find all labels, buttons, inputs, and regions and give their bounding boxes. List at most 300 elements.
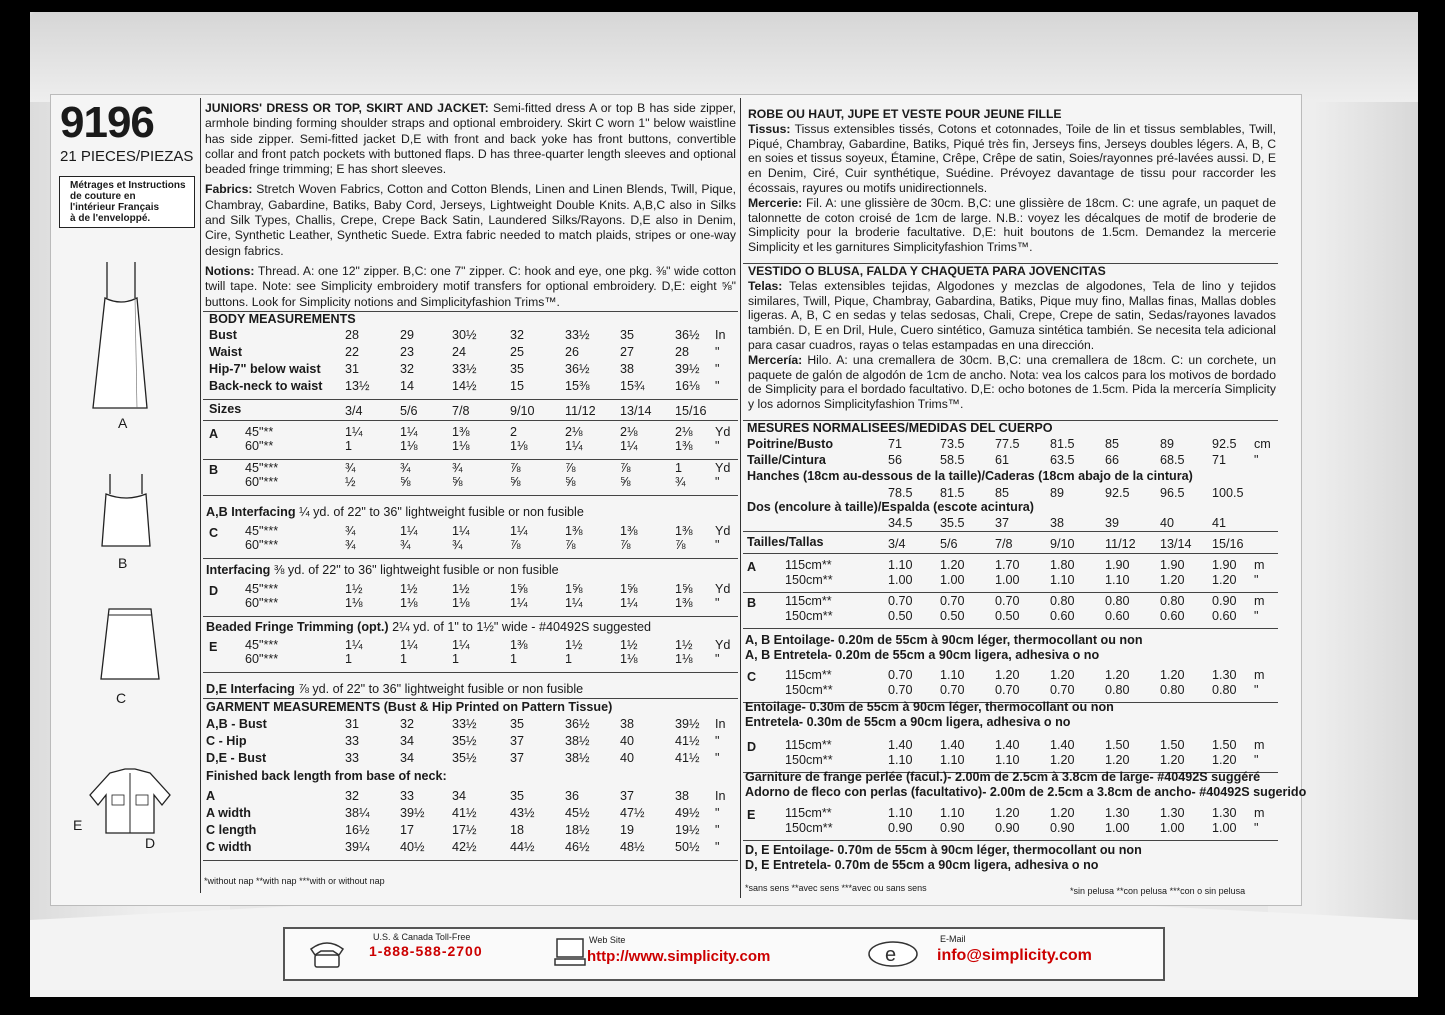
table-cell: 1.10	[888, 558, 913, 572]
unit-label: "	[715, 734, 720, 748]
view-row-label: B	[209, 463, 219, 477]
description-paragraph	[205, 101, 736, 177]
table-rule	[743, 531, 1278, 532]
table-cell: 1⅝	[510, 582, 528, 596]
table-cell: 1.20	[1050, 753, 1075, 767]
french-title: ROBE OU HAUT, JUPE ET VESTE POUR JEUNE FILLE	[748, 107, 1062, 121]
table-cell: 15¾	[620, 379, 645, 393]
table-cell: 0.70	[888, 668, 913, 682]
garment-label: GARMENT MEASUREMENTS	[206, 700, 381, 714]
table-rule	[743, 592, 1278, 593]
table-cell: 2⅛	[675, 425, 693, 439]
merceria-label: Mercería:	[748, 352, 803, 367]
table-cell: 96.5	[1160, 486, 1185, 500]
de-entoilage: D, E Entoilage- 0.70m de 55cm à 90cm léger, thermocollant ou non	[745, 843, 1142, 857]
table-cell: 36½	[675, 328, 700, 342]
tailles-heading: Tailles/Tallas	[747, 535, 824, 549]
table-cell: 1¼	[400, 638, 418, 652]
table-cell: 39¼	[345, 840, 370, 854]
table-cell: ⅞	[510, 461, 521, 475]
garment-sub: (Bust & Hip Printed on Pattern Tissue)	[380, 700, 613, 714]
email-label: E-Mail	[940, 934, 966, 944]
table-cell: 2⅛	[620, 425, 638, 439]
table-cell: 0.90	[1050, 821, 1075, 835]
table-cell: 1.20	[1050, 668, 1075, 682]
unit-label: m	[1254, 558, 1265, 572]
table-rule	[203, 860, 738, 861]
table-cell: 1.20	[1160, 753, 1185, 767]
table-cell: 5/6	[940, 537, 958, 551]
table-cell: 1	[400, 652, 408, 666]
table-cell: ¾	[400, 538, 411, 552]
table-cell: 32	[400, 362, 415, 376]
table-cell: 40	[620, 734, 635, 748]
table-cell: 22	[345, 345, 360, 359]
table-cell: 1¼	[452, 638, 470, 652]
table-cell: 11/12	[1105, 537, 1136, 551]
table-cell: 1.10	[940, 806, 965, 820]
table-cell: ¾	[452, 538, 463, 552]
finished-row-label: C length	[206, 823, 257, 837]
table-cell: 35½	[452, 751, 477, 765]
table-cell: 0.70	[995, 594, 1020, 608]
de-interfacing-label: D,E Interfacing	[206, 682, 295, 696]
table-cell: 1	[345, 652, 353, 666]
table-cell: 27	[620, 345, 635, 359]
table-cell: 61	[995, 453, 1010, 467]
table-cell: ⅝	[565, 475, 576, 489]
unit-label: Yd	[715, 582, 731, 596]
table-cell: 1.70	[995, 558, 1020, 572]
view-row-label: E	[747, 808, 756, 822]
table-cell: 1½	[675, 638, 693, 652]
table-cell: 77.5	[995, 437, 1020, 451]
table-cell: 1.50	[1105, 738, 1130, 752]
table-cell: 1½	[345, 582, 363, 596]
view-row-label: E	[209, 640, 218, 654]
unit-label: "	[1254, 609, 1259, 623]
telas-text: Telas extensibles tejidas, Algodones y mezclas de algodones, Tela de lino y tejidos similares, Twill, Pique, Chambray, Gabardina, Batiks, Pique muy fino, Mallas finas, Mallas dobles ligeras. A, B, C en sedas y telas sedosas, Chali, Crepe, Crepe de satin, Sedas/rayones lavados también. D, E en Dril, Hule, Cuero sintético, Gamuza sintética también. Se necesita tela adicional para casar cuadros, rayas o telas estampadas en una dirección.	[748, 278, 1276, 352]
table-cell: 71	[1212, 453, 1227, 467]
view-row-label: D	[209, 584, 219, 598]
table-cell: 39	[1105, 516, 1120, 530]
table-cell: 3/4	[888, 537, 906, 551]
table-cell: 81.5	[1050, 437, 1075, 451]
table-cell: 1.10	[940, 753, 965, 767]
table-cell: 1.40	[995, 738, 1020, 752]
table-cell: 33½	[452, 362, 477, 376]
unit-label: "	[715, 806, 720, 820]
table-cell: 0.70	[940, 683, 965, 697]
view-a-label: A	[118, 415, 128, 431]
table-cell: 40½	[400, 840, 425, 854]
phone-label: U.S. & Canada Toll-Free	[373, 932, 471, 942]
table-cell: ⅞	[565, 538, 576, 552]
fabric-width: 45"***	[245, 461, 279, 475]
fabrics-text: Stretch Woven Fabrics, Cotton and Cotton Blends, Linen and Linen Blends, Twill, Pique, Chambray, Gabardine, Batiks, Baby Cord, Jerseys, Lightweight Double Knits. A,B,C also in Silks and Silk Types, Challis, Crepe, Crepe Back Satin, Laundered Silks/Rayons. D,E also in Denim, Cire, Synthetic Leather, Synthetic Suede. Extra fabric needed to match plaids, stripes or one-way design fabrics.	[205, 182, 736, 258]
table-cell: 0.60	[1050, 609, 1075, 623]
table-cell: 37	[510, 734, 525, 748]
table-cell: 89	[1160, 437, 1175, 451]
table-rule	[203, 420, 738, 421]
table-cell: 33	[345, 734, 360, 748]
table-cell: 15⅜	[565, 379, 590, 393]
view-row-label: B	[747, 596, 757, 610]
body-row-label: Waist	[209, 345, 243, 359]
table-cell: 1⅜	[510, 638, 528, 652]
table-cell: ⅝	[510, 475, 521, 489]
table-cell: 0.80	[1105, 683, 1130, 697]
table-cell: 34.5	[888, 516, 913, 530]
table-cell: 1¼	[400, 425, 418, 439]
table-cell: 1⅛	[675, 652, 693, 666]
table-cell: 3/4	[345, 404, 363, 418]
table-cell: 0.90	[995, 821, 1020, 835]
adorno: Adorno de fleco con perlas (facultativo)- 2.00m de 2.5cm a 3.8cm de ancho- #40492S sugerido	[745, 785, 1307, 799]
table-cell: 0.80	[1105, 594, 1130, 608]
table-cell: 78.5	[888, 486, 913, 500]
table-cell: ⅝	[400, 475, 411, 489]
unit-label: m	[1254, 668, 1265, 682]
fabric-width: 115cm**	[785, 594, 832, 608]
website-link[interactable]: http://www.simplicity.com	[587, 948, 771, 965]
table-cell: 1.00	[1160, 821, 1185, 835]
table-cell: 0.80	[1212, 683, 1237, 697]
table-cell: 1¼	[345, 425, 363, 439]
view-c-skirt-drawing	[95, 605, 165, 685]
de-interfacing-text: ⅞ yd. of 22" to 36" lightweight fusible or non fusible	[294, 682, 584, 696]
view-de-jacket-drawing	[80, 765, 180, 845]
fabric-width: 115cm**	[785, 558, 832, 572]
svg-text:e: e	[885, 944, 897, 966]
table-cell: 0.70	[940, 594, 965, 608]
table-cell: 85	[1105, 437, 1120, 451]
table-cell: 45½	[565, 806, 590, 820]
fabric-width: 115cm**	[785, 806, 832, 820]
table-cell: 17½	[452, 823, 477, 837]
table-cell: 1⅛	[452, 439, 470, 453]
table-cell: 1⅝	[675, 582, 693, 596]
table-cell: 1.30	[1160, 806, 1185, 820]
table-cell: 1.00	[888, 573, 913, 587]
table-cell: 1⅝	[620, 582, 638, 596]
table-cell: 28	[675, 345, 690, 359]
computer-icon	[553, 937, 589, 969]
notions-label: Notions:	[205, 263, 255, 278]
table-cell: 1.00	[1212, 821, 1237, 835]
fabric-width: 150cm**	[785, 573, 833, 587]
table-cell: 35.5	[940, 516, 965, 530]
table-cell: 18½	[565, 823, 590, 837]
spanish-description	[748, 264, 1276, 412]
table-cell: 15	[510, 379, 525, 393]
table-cell: 16½	[345, 823, 370, 837]
table-cell: 1.00	[1105, 821, 1130, 835]
table-cell: 1½	[400, 582, 418, 596]
table-cell: 1⅛	[510, 439, 528, 453]
table-cell: ½	[345, 475, 356, 489]
table-cell: 66	[1105, 453, 1120, 467]
fabric-width: 45"***	[245, 524, 279, 538]
c-interfacing	[206, 563, 559, 577]
unit-label: "	[715, 596, 720, 610]
beaded-fringe	[206, 620, 651, 634]
table-cell: 17	[400, 823, 415, 837]
description-title: JUNIORS' DRESS OR TOP, SKIRT AND JACKET:	[205, 101, 489, 115]
view-row-label: A	[747, 560, 757, 574]
table-cell: 1.40	[888, 738, 913, 752]
phone-icon	[307, 935, 347, 971]
unit-label: In	[715, 789, 726, 803]
table-cell: 38½	[565, 734, 590, 748]
table-cell: ⅝	[452, 475, 463, 489]
table-cell: 0.60	[1160, 609, 1185, 623]
table-cell: 1⅛	[620, 652, 638, 666]
ab-interfacing-label: A,B Interfacing	[206, 505, 296, 519]
pieces-count: 21 PIECES/PIEZAS	[60, 148, 194, 165]
table-cell: ⅝	[620, 475, 631, 489]
beaded-fringe-text: 2¼ yd. of 1" to 1½" wide - #40492S suggested	[388, 620, 652, 634]
table-rule	[203, 672, 738, 673]
table-cell: 33½	[452, 717, 477, 731]
table-cell: 1.50	[1160, 738, 1185, 752]
table-cell: 1¼	[510, 596, 528, 610]
body-row-label: Bust	[209, 328, 237, 342]
unit-label: "	[1254, 453, 1259, 467]
finished-row-label: A width	[206, 806, 252, 820]
table-cell: 68.5	[1160, 453, 1185, 467]
unit-label: "	[715, 379, 720, 393]
table-cell: ¾	[345, 524, 356, 538]
fabric-width: 150cm**	[785, 753, 833, 767]
table-cell: 7/8	[995, 537, 1013, 551]
unit-label: "	[1254, 573, 1259, 587]
table-cell: 0.70	[995, 683, 1020, 697]
table-cell: 1.40	[940, 738, 965, 752]
table-cell: 1.20	[995, 668, 1020, 682]
garment-measurements-heading	[206, 700, 612, 714]
mercerie-label: Mercerie:	[748, 195, 803, 210]
table-cell: 31	[345, 717, 360, 731]
table-cell: 1.10	[1050, 573, 1075, 587]
table-cell: 0.60	[1212, 609, 1237, 623]
table-cell: 14	[400, 379, 415, 393]
fabric-width: 60"***	[245, 538, 279, 552]
website-label: Web Site	[589, 935, 626, 945]
table-cell: 14½	[452, 379, 477, 393]
table-cell: 34	[400, 734, 415, 748]
body-measurements-heading: BODY MEASUREMENTS	[209, 312, 356, 326]
table-cell: 1.30	[1212, 668, 1237, 682]
table-cell: 1.20	[1105, 753, 1130, 767]
table-cell: 1⅜	[565, 524, 583, 538]
unit-label: Yd	[715, 638, 731, 652]
c-interfacing-text: ⅜ yd. of 22" to 36" lightweight fusible or non fusible	[270, 563, 559, 577]
table-cell: 1.20	[1160, 573, 1185, 587]
view-row-label: D	[747, 740, 757, 754]
table-cell: 1¼	[345, 638, 363, 652]
view-a-dress-drawing	[85, 258, 160, 413]
table-rule	[203, 616, 738, 617]
table-cell: 1.90	[1160, 558, 1185, 572]
table-cell: 92.5	[1212, 437, 1237, 451]
table-cell: 16⅛	[675, 379, 700, 393]
table-cell: 50½	[675, 840, 700, 854]
table-cell: 41½	[675, 734, 700, 748]
table-cell: 1¼	[400, 524, 418, 538]
table-cell: 73.5	[940, 437, 965, 451]
column-divider	[200, 98, 201, 893]
table-cell: 33	[345, 751, 360, 765]
metric-row-label: Taille/Cintura	[747, 453, 826, 467]
table-cell: 19	[620, 823, 635, 837]
table-cell: 1	[565, 652, 573, 666]
table-cell: 0.90	[888, 821, 913, 835]
view-e-label: E	[73, 817, 83, 833]
fabric-width: 45"***	[245, 638, 279, 652]
table-cell: 1.20	[1050, 806, 1075, 820]
metrages-line: Métrages et Instructions	[70, 180, 186, 191]
table-cell: 33	[400, 789, 415, 803]
table-cell: 37	[620, 789, 635, 803]
table-cell: 1.90	[1212, 558, 1237, 572]
notions-paragraph	[205, 264, 736, 310]
table-cell: 13/14	[1160, 537, 1192, 551]
table-cell: 32	[345, 789, 360, 803]
unit-label: cm	[1254, 437, 1271, 451]
unit-label: Yd	[715, 425, 731, 439]
table-cell: 15/16	[1212, 537, 1244, 551]
table-cell: 35	[620, 328, 635, 342]
table-cell: 38	[675, 789, 690, 803]
finished-row-label: A	[206, 789, 216, 803]
metrages-line: de couture en	[70, 191, 136, 202]
table-cell: 15/16	[675, 404, 707, 418]
table-cell: 9/10	[1050, 537, 1075, 551]
unit-label: "	[715, 652, 720, 666]
pelusa-footnote: *sin pelusa **con pelusa ***con o sin pelusa	[1070, 886, 1246, 896]
table-cell: 31	[345, 362, 360, 376]
table-cell: 39½	[675, 362, 700, 376]
metrages-line: l'intérieur Français	[70, 202, 160, 213]
phone-number[interactable]: 1-888-588-2700	[369, 943, 483, 959]
email-address[interactable]: info@simplicity.com	[937, 947, 1092, 964]
de-interfacing	[206, 682, 583, 696]
table-cell: 9/10	[510, 404, 535, 418]
spanish-title: VESTIDO O BLUSA, FALDA Y CHAQUETA PARA JOVENCITAS	[748, 264, 1106, 278]
table-cell: 41½	[452, 806, 477, 820]
table-cell: 41½	[675, 751, 700, 765]
table-cell: ⅞	[620, 538, 631, 552]
fabric-width: 60"***	[245, 652, 279, 666]
unit-label: "	[715, 475, 720, 489]
fabrics-label: Fabrics:	[205, 182, 253, 197]
fabric-width: 150cm**	[785, 609, 833, 623]
table-cell: 1⅝	[565, 582, 583, 596]
table-cell: 28	[345, 328, 360, 342]
table-cell: 56	[888, 453, 903, 467]
view-row-label: C	[209, 526, 219, 540]
table-cell: 1.10	[1105, 573, 1130, 587]
table-cell: 1.30	[1105, 806, 1130, 820]
table-cell: 39½	[675, 717, 700, 731]
table-cell: 1.20	[1105, 668, 1130, 682]
table-cell: 58.5	[940, 453, 965, 467]
table-cell: 40	[620, 751, 635, 765]
unit-label: "	[715, 751, 720, 765]
table-cell: 1.40	[1050, 738, 1075, 752]
table-cell: 35	[510, 717, 525, 731]
tissus-label: Tissus:	[748, 121, 791, 136]
table-cell: 32	[510, 328, 525, 342]
unit-label: "	[1254, 821, 1259, 835]
table-cell: 11/12	[565, 404, 596, 418]
metric-table-title: MESURES NORMALISEES/MEDIDAS DEL CUERPO	[747, 421, 1053, 435]
table-cell: 2	[510, 425, 518, 439]
table-rule	[203, 459, 738, 460]
table-cell: 37	[510, 751, 525, 765]
finished-row-label: C width	[206, 840, 252, 854]
table-cell: 38½	[565, 751, 590, 765]
table-cell: 1.90	[1105, 558, 1130, 572]
table-cell: 1.50	[1212, 738, 1237, 752]
table-cell: 1.20	[995, 806, 1020, 820]
table-cell: 34	[400, 751, 415, 765]
table-rule	[743, 840, 1278, 841]
unit-label: "	[715, 362, 720, 376]
table-cell: 13/14	[620, 404, 652, 418]
table-rule	[203, 495, 738, 496]
table-cell: 1.10	[888, 753, 913, 767]
table-cell: 89	[1050, 486, 1065, 500]
unit-label: Yd	[715, 524, 731, 538]
table-cell: ¾	[400, 461, 411, 475]
table-cell: 1½	[452, 582, 470, 596]
metrages-box	[59, 176, 195, 228]
table-cell: 71	[888, 437, 903, 451]
table-cell: 1.30	[1212, 806, 1237, 820]
table-rule	[203, 698, 738, 699]
table-cell: 46½	[565, 840, 590, 854]
table-cell: 36	[565, 789, 580, 803]
notions-text: Thread. A: one 12" zipper. B,C: one 7" zipper. C: hook and eye, one pkg. ⅜" wide cotton twill tape. Note: see Simplicity embroidery motif transfers for optional embroidery. D,E: eight ⅝" buttons. Look for Simplicity notions and Simplicityfashion Trims™.	[205, 263, 736, 309]
table-cell: 1.00	[940, 573, 965, 587]
view-b-top-drawing	[98, 470, 158, 550]
table-cell: 5/6	[400, 404, 418, 418]
unit-label: m	[1254, 594, 1265, 608]
table-cell: 1.00	[995, 573, 1020, 587]
tissus-text: Tissus extensibles tissés, Cotons et cotonnades, Toile de lin et tissus semblables, Twill, Piqué, Chambray, Gabardine, Batiks, Piqué très fin, Jerseys fins, Jerseys doubles légers. A, B, C en soies et tissus soyeux, Étamine, Crêpe, Crêpe de satin, Soies/rayonnes pré-lavées aussi. D, E en Denim, Ciré, Cuir synthétique, Suédine. Prévoyez davantage de tissu pour raccorder les écossais, rayures ou motifs unidirectionnels.	[748, 121, 1276, 195]
fabric-width: 150cm**	[785, 683, 833, 697]
table-cell: 0.80	[1160, 683, 1185, 697]
fabric-width: 45"***	[245, 582, 279, 596]
table-cell: 1⅜	[620, 524, 638, 538]
table-cell: 48½	[620, 840, 645, 854]
table-cell: 40	[1160, 516, 1175, 530]
ab-interfacing-text: ¼ yd. of 22" to 36" lightweight fusible or non fusible	[295, 505, 584, 519]
table-cell: 1½	[565, 638, 583, 652]
sens-footnote: *sans sens **avec sens ***avec ou sans sens	[745, 883, 927, 893]
french-description	[748, 107, 1276, 255]
table-cell: 1.10	[888, 806, 913, 820]
table-cell: 1¼	[452, 524, 470, 538]
table-rule	[743, 628, 1278, 629]
table-cell: 35	[510, 789, 525, 803]
table-cell: 0.90	[1212, 594, 1237, 608]
table-cell: 1¼	[565, 439, 583, 453]
unit-label: m	[1254, 806, 1265, 820]
view-c-label: C	[116, 690, 127, 706]
